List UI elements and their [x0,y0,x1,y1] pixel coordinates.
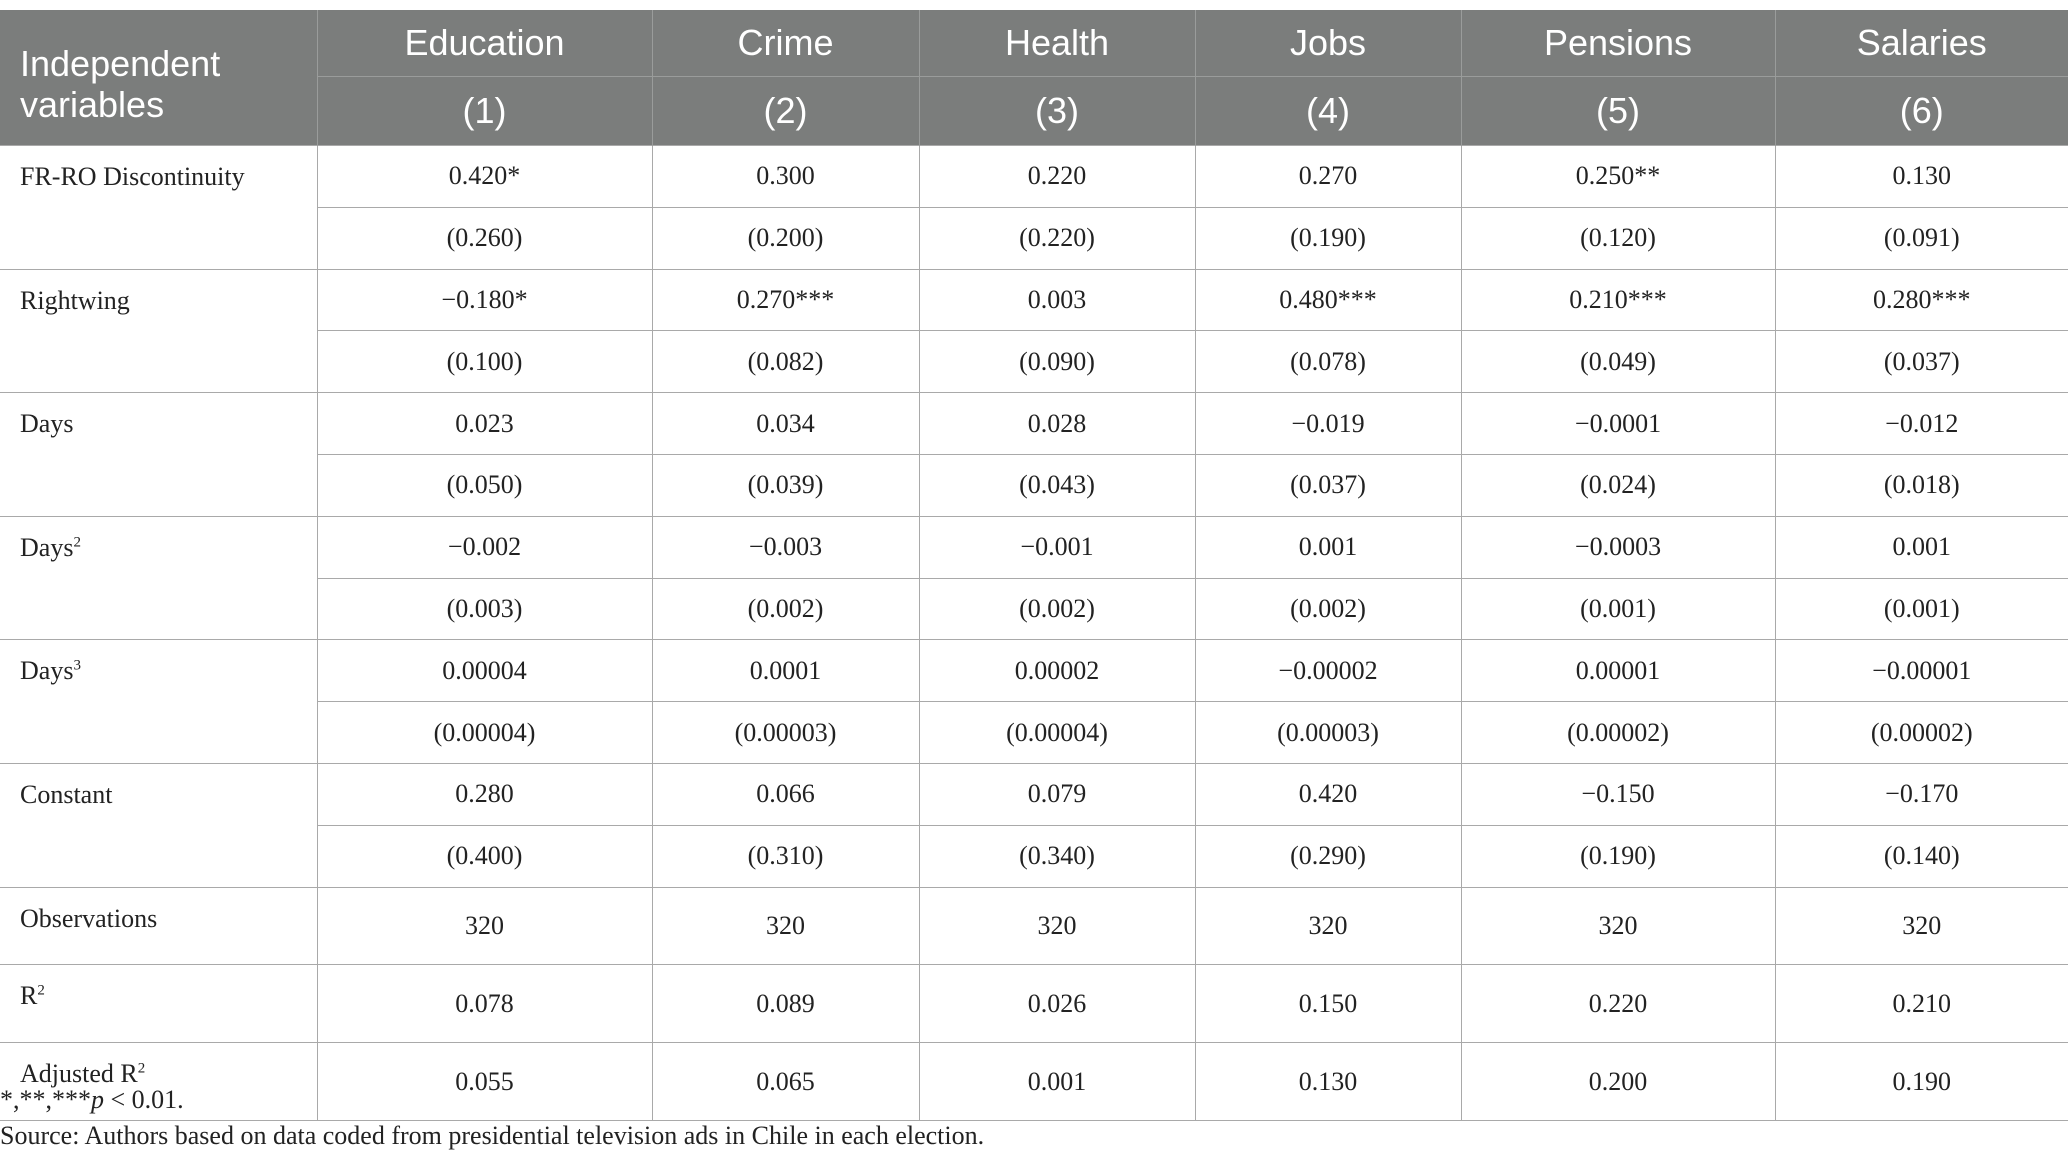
statistic-cell: 0.089 [652,965,919,1043]
coefficient-cell: −0.00002 [1195,640,1461,702]
coefficient-cell: 0.480*** [1195,269,1461,331]
statistic-cell: 0.220 [1461,965,1775,1043]
row-label-superscript: 2 [137,1060,146,1077]
row-label-text: Days [20,532,74,562]
standard-error-cell: (0.049) [1461,331,1775,393]
standard-error-cell: (0.400) [317,825,652,887]
row-label [0,516,317,640]
coefficient-cell: 0.420 [1195,763,1461,825]
header-independent-variables: Independent variables [0,10,317,146]
row-label-text: Constant [20,779,113,809]
coefficient-cell: −0.170 [1775,763,2068,825]
standard-error-cell: (0.003) [317,578,652,640]
standard-error-cell: (0.001) [1461,578,1775,640]
coefficient-cell: 0.023 [317,393,652,455]
statistic-cell: 0.210 [1775,965,2068,1043]
statistic-cell: 0.026 [919,965,1195,1043]
statistic-cell: 0.078 [317,965,652,1043]
row-label [0,965,317,1043]
coefficient-cell: −0.0001 [1461,393,1775,455]
standard-error-cell: (0.037) [1775,331,2068,393]
source-note: Source: Authors based on data coded from presidential television ads in Chile in each election. [0,1121,985,1150]
row-label [0,887,317,965]
table-row-coefficient [0,516,2068,578]
header-pensions: Pensions [1461,10,1775,77]
standard-error-cell: (0.220) [919,207,1195,269]
coefficient-cell: −0.012 [1775,393,2068,455]
table-row-coefficient [0,763,2068,825]
standard-error-cell: (0.120) [1461,207,1775,269]
coefficient-cell: −0.0003 [1461,516,1775,578]
standard-error-cell: (0.043) [919,454,1195,516]
table-row-statistic [0,887,2068,965]
standard-error-cell: (0.260) [317,207,652,269]
row-label-superscript: 2 [73,534,81,551]
header-health: Health [919,10,1195,77]
row-label [0,393,317,517]
row-label-text: Adjusted R [20,1059,138,1089]
coefficient-cell: −0.150 [1461,763,1775,825]
coefficient-cell: 0.420* [317,146,652,208]
header-model-number: (2) [652,77,919,146]
coefficient-cell: 0.028 [919,393,1195,455]
table-row-coefficient [0,393,2068,455]
statistic-cell: 320 [919,887,1195,965]
table-row-coefficient [0,146,2068,208]
standard-error-cell: (0.310) [652,825,919,887]
coefficient-cell: 0.066 [652,763,919,825]
standard-error-cell: (0.00002) [1461,702,1775,764]
significance-stars: *,**,*** [0,1085,91,1114]
coefficient-cell: 0.00004 [317,640,652,702]
header-model-number: (4) [1195,77,1461,146]
row-label-text: Days [20,656,74,686]
header-model-number: (5) [1461,77,1775,146]
header-crime: Crime [652,10,919,77]
standard-error-cell: (0.002) [1195,578,1461,640]
table-header [0,10,2068,146]
statistic-cell: 0.190 [1775,1043,2068,1121]
row-label-text: Days [20,409,74,439]
table-row-coefficient [0,269,2068,331]
statistic-cell: 320 [652,887,919,965]
table-row-coefficient [0,640,2068,702]
standard-error-cell: (0.002) [652,578,919,640]
standard-error-cell: (0.100) [317,331,652,393]
standard-error-cell: (0.091) [1775,207,2068,269]
standard-error-cell: (0.090) [919,331,1195,393]
coefficient-cell: 0.00001 [1461,640,1775,702]
coefficient-cell: 0.220 [919,146,1195,208]
table-body [0,146,2068,1121]
row-label [0,146,317,270]
row-label-superscript: 2 [37,982,45,999]
standard-error-cell: (0.140) [1775,825,2068,887]
table-notes [0,1082,984,1154]
coefficient-cell: 0.210*** [1461,269,1775,331]
coefficient-cell: −0.001 [919,516,1195,578]
row-label [0,269,317,393]
statistic-cell: 320 [1775,887,2068,965]
statistic-cell: 0.065 [652,1043,919,1121]
standard-error-cell: (0.078) [1195,331,1461,393]
standard-error-cell: (0.082) [652,331,919,393]
coefficient-cell: 0.0001 [652,640,919,702]
row-label-text: Rightwing [20,285,130,315]
row-label-text: FR-RO Discontinuity [20,162,245,191]
standard-error-cell: (0.002) [919,578,1195,640]
statistic-cell: 320 [317,887,652,965]
header-model-number: (6) [1775,77,2068,146]
standard-error-cell: (0.024) [1461,454,1775,516]
standard-error-cell: (0.00004) [919,702,1195,764]
regression-table-container [0,10,2068,1121]
statistic-cell: 0.200 [1461,1043,1775,1121]
header-education: Education [317,10,652,77]
coefficient-cell: 0.130 [1775,146,2068,208]
coefficient-cell: 0.250** [1461,146,1775,208]
row-label-superscript: 3 [73,657,81,674]
coefficient-cell: 0.079 [919,763,1195,825]
header-model-number: (1) [317,77,652,146]
coefficient-cell: 0.300 [652,146,919,208]
standard-error-cell: (0.00002) [1775,702,2068,764]
standard-error-cell: (0.00004) [317,702,652,764]
statistic-cell: 0.055 [317,1043,652,1121]
standard-error-cell: (0.018) [1775,454,2068,516]
table-row-statistic [0,965,2068,1043]
coefficient-cell: −0.002 [317,516,652,578]
standard-error-cell: (0.340) [919,825,1195,887]
standard-error-cell: (0.00003) [1195,702,1461,764]
coefficient-cell: 0.280 [317,763,652,825]
coefficient-cell: 0.001 [1775,516,2068,578]
header-model-number: (3) [919,77,1195,146]
header-salaries: Salaries [1775,10,2068,77]
standard-error-cell: (0.037) [1195,454,1461,516]
coefficient-cell: 0.270*** [652,269,919,331]
coefficient-cell: 0.001 [1195,516,1461,578]
significance-p: p [91,1085,104,1114]
coefficient-cell: 0.00002 [919,640,1195,702]
coefficient-cell: −0.00001 [1775,640,2068,702]
row-label-text: Observations [20,903,158,933]
significance-note [0,1082,984,1118]
coefficient-cell: 0.280*** [1775,269,2068,331]
coefficient-cell: −0.003 [652,516,919,578]
significance-threshold: < 0.01. [104,1085,184,1114]
coefficient-cell: 0.270 [1195,146,1461,208]
standard-error-cell: (0.290) [1195,825,1461,887]
row-label [0,763,317,887]
statistic-cell: 0.130 [1195,1043,1461,1121]
standard-error-cell: (0.00003) [652,702,919,764]
statistic-cell: 320 [1461,887,1775,965]
statistic-cell: 0.150 [1195,965,1461,1043]
row-label [0,640,317,764]
standard-error-cell: (0.050) [317,454,652,516]
standard-error-cell: (0.001) [1775,578,2068,640]
coefficient-cell: 0.003 [919,269,1195,331]
standard-error-cell: (0.190) [1461,825,1775,887]
standard-error-cell: (0.039) [652,454,919,516]
standard-error-cell: (0.200) [652,207,919,269]
standard-error-cell: (0.190) [1195,207,1461,269]
statistic-cell: 0.001 [919,1043,1195,1121]
coefficient-cell: −0.019 [1195,393,1461,455]
coefficient-cell: −0.180* [317,269,652,331]
coefficient-cell: 0.034 [652,393,919,455]
regression-table [0,10,2068,1121]
row-label-text: R [20,981,38,1011]
header-jobs: Jobs [1195,10,1461,77]
statistic-cell: 320 [1195,887,1461,965]
